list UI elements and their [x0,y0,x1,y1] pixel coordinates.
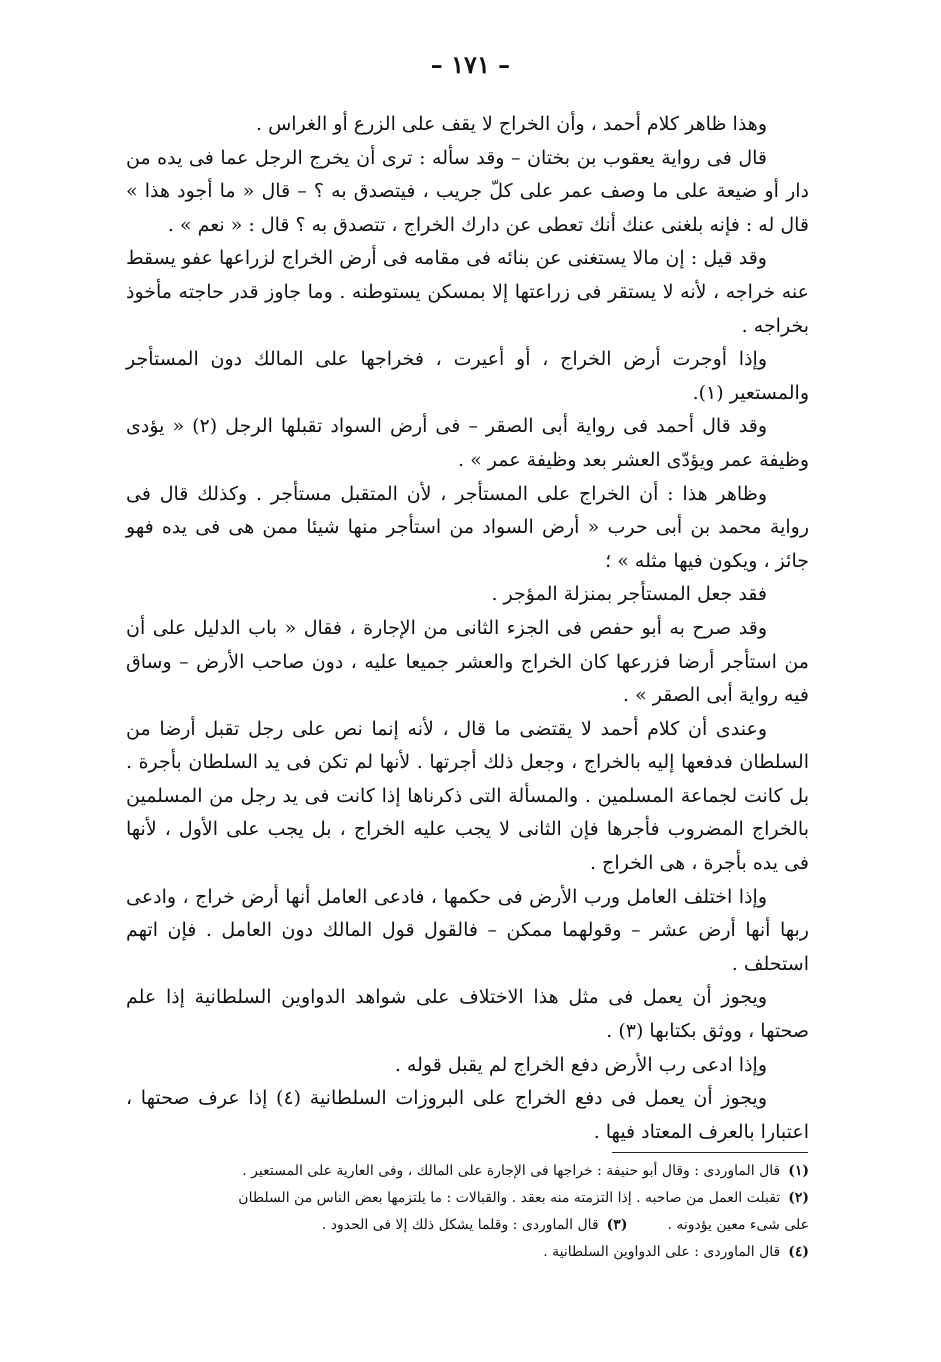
footnotes [126,1158,809,1266]
footnote-text: على شىء معين يؤدونه . [667,1217,809,1233]
page-number: – ١٧١ – [430,50,511,79]
paragraph: ويجوز أن يعمل فى دفع الخراج على البروزات السلطانية (٤) إذا عرف صحتها ، اعتبارا بالعرف المعتاد فيها . [126,1087,809,1143]
paragraph: وعندى أن كلام أحمد لا يقتضى ما قال ، لأنه إنما نص على رجل تقبل أرضا من السلطان فدفعها إليه بالخراج ، وجعل ذلك أجرتها . لأنها لم تكن فى يد السلطان بأجرة . بل كانت لجماعة المسلمين . والمسألة التى ذكرناها إذا كانت فى يد رجل من المسلمين بالخراج المضروب فأجرها فإن الثانى لا يجب عليه الخراج ، بل يجب على الأول ، لأنها فى يده بأجرة ، هى الخراج . [126,717,809,875]
footnote-text: قال الماوردى : وقلما يشكل ذلك إلا فى الحدود . [321,1217,599,1233]
footnote-number: (٣) [606,1217,628,1233]
footnote-divider [612,1152,808,1153]
footnote-number: (٤) [788,1244,809,1260]
footnote-number: (١) [788,1163,809,1179]
main-text [126,108,809,1149]
footnote-number: (٢) [788,1190,809,1206]
paragraph: قال فى رواية يعقوب بن بختان – وقد سأله : ترى أن يخرج الرجل عما فى يده من دار أو ضيعة على ما وصف عمر على كلّ جريب ، فيتصدق به ؟ – قال « ما أجود هذا » قال له : فإنه بلغنى عنك أنك تعطى عن دارك الخراج ، تتصدق به ؟ قال : « نعم » . [126,146,809,236]
paragraph: وقد قال أحمد فى رواية أبى الصقر – فى أرض السواد تقبلها الرجل (٢) « يؤدى وظيفة عمر ويؤدّى العشر بعد وظيفة عمر » . [126,415,809,471]
footnote-text: قال الماوردى : على الدواوين السلطانية . [543,1244,781,1260]
footnote-4 [126,1239,809,1266]
paragraph: وإذا ادعى رب الأرض دفع الخراج لم يقبل قوله . [394,1053,767,1076]
footnote-text: قال الماوردى : وقال أبو حنيفة : خراجها فى الإجارة على المالك ، وفى العارية على المستعير . [242,1163,781,1179]
paragraph: وقد قيل : إن مالا يستغنى عن بنائه فى مقامه فى أرض الخراج لزراعها عفو يسقط عنه خراجه ، لأنه لا يستقر فى زراعتها إلا بمسكن يستوطنه . وما جاوز قدر حاجته مأخوذ بخراجه . [126,247,809,337]
footnote-2 [126,1185,809,1212]
paragraph: وإذا اختلف العامل ورب الأرض فى حكمها ، فادعى العامل أنها أرض خراج ، وادعى ربها أنها أرض عشر – وقولهما ممكن – فالقول قول المالك دون العامل . فإن اتهم استحلف . [126,885,809,975]
paragraph: وإذا أوجرت أرض الخراج ، أو أعيرت ، فخراجها على المالك دون المستأجر والمستعير (١). [126,348,809,404]
footnote-text: تقبلت العمل من صاحبه . إذا التزمته منه بعقد . والقبالات : ما يلتزمها بعض الناس من السلطان [238,1190,781,1206]
paragraph: وهذا ظاهر كلام أحمد ، وأن الخراج لا يقف على الزرع أو الغراس . [255,113,767,135]
paragraph: وقد صرح به أبو حفص فى الجزء الثانى من الإجارة ، فقال « باب الدليل على أن من استأجر أرضا فزرعها كان الخراج والعشر جميعا عليه ، دون صاحب الأرض – وساق فيه رواية أبى الصقر » . [126,616,809,707]
paragraph: فقد جعل المستأجر بمنزلة المؤجر . [491,583,767,606]
footnote-1 [126,1158,809,1185]
footnote-2-3-line [126,1212,809,1239]
paragraph: وظاهر هذا : أن الخراج على المستأجر ، لأن المتقبل مستأجر . وكذلك قال فى رواية محمد بن أبى حرب « أرض السواد من استأجر منها شيئا ممن هى فى يده فهو جائز ، ويكون فيها مثله » ؛ [126,482,809,572]
paragraph: ويجوز أن يعمل فى مثل هذا الاختلاف على شواهد الدواوين السلطانية إذا علم صحتها ، ووثق بكتابها (٣) . [126,986,809,1043]
